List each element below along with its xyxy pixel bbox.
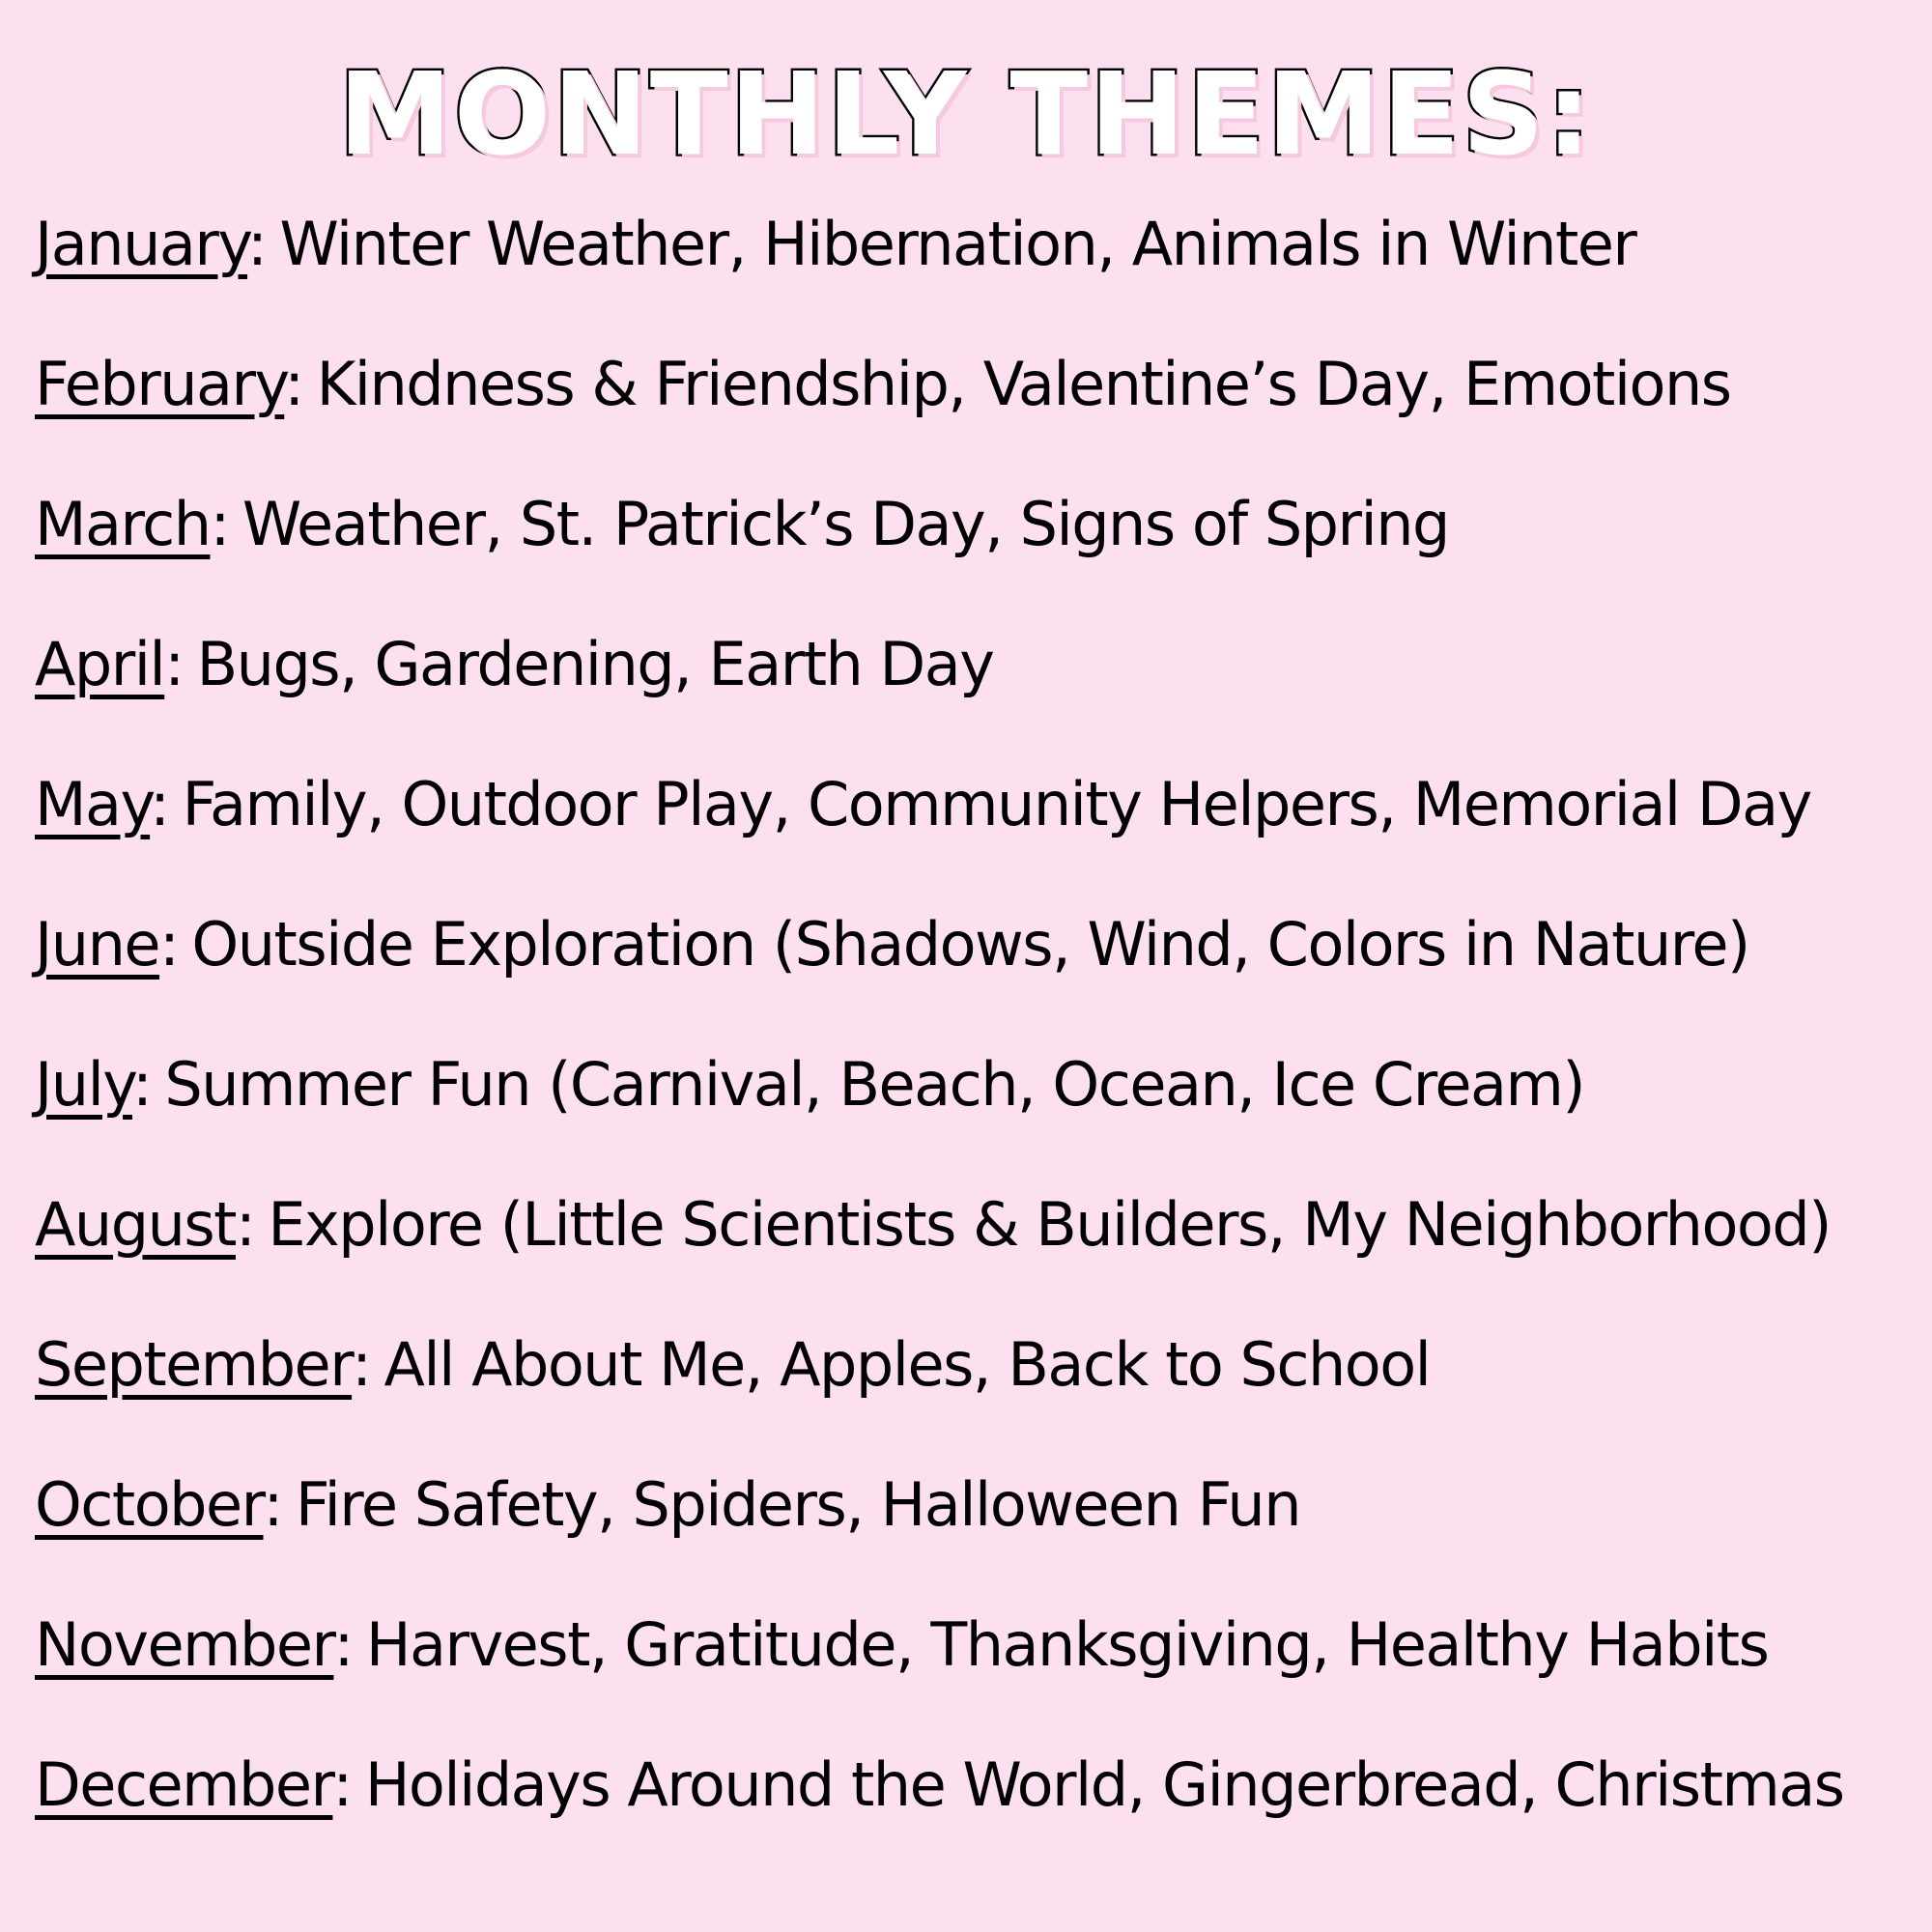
list-item-april bbox=[35, 616, 1918, 756]
month-label: December bbox=[35, 1749, 333, 1820]
month-label: July bbox=[35, 1049, 132, 1120]
list-item-november bbox=[35, 1597, 1918, 1737]
month-separator: : bbox=[247, 209, 267, 279]
month-themes: Explore (Little Scientists & Builders, My Neighborhood) bbox=[268, 1189, 1831, 1260]
month-separator: : bbox=[333, 1609, 353, 1680]
list-item-may bbox=[35, 756, 1918, 896]
month-label: February bbox=[35, 349, 285, 419]
month-separator: : bbox=[284, 349, 303, 419]
month-label: September bbox=[35, 1329, 353, 1400]
month-themes: Harvest, Gratitude, Thanksgiving, Healthy Habits bbox=[365, 1609, 1769, 1680]
month-themes: Outside Exploration (Shadows, Wind, Colors in Nature) bbox=[191, 909, 1749, 980]
month-label: June bbox=[35, 909, 160, 980]
list-item-september bbox=[35, 1317, 1918, 1457]
month-label: May bbox=[35, 769, 151, 839]
month-themes: Fire Safety, Spiders, Halloween Fun bbox=[295, 1469, 1301, 1540]
month-themes: Summer Fun (Carnival, Beach, Ocean, Ice Cream) bbox=[164, 1049, 1585, 1120]
month-themes: Weather, St. Patrick’s Day, Signs of Spring bbox=[242, 489, 1449, 559]
month-themes: Kindness & Friendship, Valentine’s Day, Emotions bbox=[316, 349, 1731, 419]
list-item-july bbox=[35, 1037, 1918, 1177]
month-separator: : bbox=[235, 1189, 255, 1260]
month-label: October bbox=[35, 1469, 264, 1540]
month-separator: : bbox=[352, 1329, 371, 1400]
list-item-january bbox=[35, 196, 1918, 336]
list-item-june bbox=[35, 896, 1918, 1037]
month-separator: : bbox=[132, 1049, 152, 1120]
month-themes: Holidays Around the World, Gingerbread, Christmas bbox=[364, 1749, 1844, 1820]
list-item-march bbox=[35, 476, 1918, 616]
month-themes: Family, Outdoor Play, Community Helpers, Memorial Day bbox=[182, 769, 1811, 839]
list-item-october bbox=[35, 1457, 1918, 1597]
list-item-august bbox=[35, 1177, 1918, 1317]
month-label: March bbox=[35, 489, 211, 559]
month-themes: Winter Weather, Hibernation, Animals in Winter bbox=[279, 209, 1636, 279]
month-label: November bbox=[35, 1609, 334, 1680]
month-themes: Bugs, Gardening, Earth Day bbox=[196, 629, 994, 699]
list-item-february bbox=[35, 336, 1918, 476]
month-separator: : bbox=[159, 909, 179, 980]
month-label: January bbox=[35, 209, 248, 279]
month-label: August bbox=[35, 1189, 236, 1260]
month-theme-list bbox=[35, 196, 1918, 1877]
month-separator: : bbox=[332, 1749, 352, 1820]
month-label: April bbox=[35, 629, 165, 699]
month-separator: : bbox=[150, 769, 169, 839]
month-separator: : bbox=[263, 1469, 282, 1540]
month-separator: : bbox=[210, 489, 229, 559]
month-separator: : bbox=[164, 629, 184, 699]
month-themes: All About Me, Apples, Back to School bbox=[384, 1329, 1431, 1400]
page-title: MONTHLY THEMES: bbox=[338, 47, 1594, 181]
list-item-december bbox=[35, 1737, 1918, 1877]
